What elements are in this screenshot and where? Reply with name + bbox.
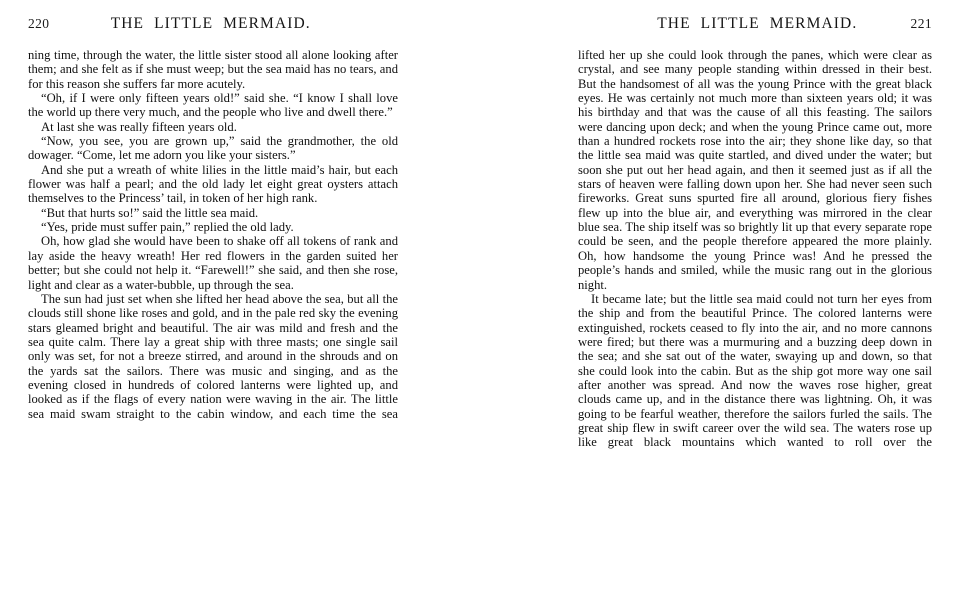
text-column-left bbox=[28, 48, 398, 421]
page-number-right: 221 bbox=[910, 16, 932, 31]
paragraph: It became late; but the little sea maid could not turn her eyes from the ship and from the beautiful Prince. The colored lanterns were extinguished, rockets ceased to fly into the air, and no more cannons were fired; but there was a murmuring and a buzzing deep down in the sea; and she sat out of the water, swaying up and down, so that she could look into the cabin. But as the ship got more way one sail after another was spread. And now the waves rose higher, great clouds came up, and in the distance there was lightning. Oh, it was going to be fearful weather, therefore the sailors furled the sails. The great ship flew in swift career over the wild sea. The waters rose up like great black mountains which wanted to roll over the bbox=[578, 291, 932, 450]
text-column-right bbox=[578, 48, 932, 450]
paragraph: And she put a wreath of white lilies in the little maid’s hair, but each flower was half a pearl; and the old lady let eight great oysters attach themselves to the Princess’ tail, in token of her high rank. bbox=[28, 162, 398, 206]
paragraph: At last she was really fifteen years old. bbox=[41, 119, 237, 134]
paragraph: The sun had just set when she lifted her head above the sea, but all the clouds still shone like roses and gold, and in the pale red sky the evening stars gleamed bright and beautiful. The air was mild and fresh and the sea quite calm. There lay a great ship with three masts; one single sail only was set, for not a breeze stirred, and around in the shrouds and on the yards sat the sailors. There was music and singing, and as the evening closed in hundreds of colored lanterns were lighted up, and looked as if the flags of every nation were waving in the air. The little sea maid swam straight to the cabin window, and each time the sea bbox=[28, 291, 398, 421]
paragraph: ning time, through the water, the little sister stood all alone looking after them; and she felt as if she must weep; but the sea maid has no tears, and for this reason she suffers far more acutely. bbox=[28, 48, 398, 91]
running-title-left: THE LITTLE MERMAID. bbox=[110, 15, 311, 32]
running-head-right bbox=[578, 14, 932, 34]
paragraph: “Now, you see, you are grown up,” said the grandmother, the old dowager. “Come, let me adorn you like your sisters.” bbox=[28, 134, 398, 163]
paragraph: Oh, how glad she would have been to shake off all tokens of rank and lay aside the heavy wreath! Her red flowers in the garden suited her better; but she could not help it. “Farewell!” she said, and then she rose, light and clear as a water-bubble, up through the sea. bbox=[28, 234, 398, 292]
paragraph: “Oh, if I were only fifteen years old!” said she. “I know I shall love the world up there very much, and the people who live and dwell there.” bbox=[28, 91, 398, 120]
paragraph: lifted her up she could look through the panes, which were clear as crystal, and see many people standing within dressed in their best. But the handsomest of all was the young Prince with the great black eyes. He was certainly not much more than sixteen years old; it was his birthday and that was the cause of all this feasting. The sailors were dancing upon deck; and when the young Prince came out, more than a hundred rockets rose into the air; they shone like day, so that the little sea maid was quite startled, and dived under the water; but soon she put out her head again, and then it seemed just as if all the stars of heaven were falling down upon her. She had never seen such fireworks. Great suns spurted fire all around, glorious fiery fishes flew up into the blue air, and everything was mirrored in the clear blue sea. The ship itself was so brightly lit up that every separate rope could be seen, and the people therefore appeared the more plainly. Oh, how handsome the young Prince was! And he pressed the people’s hands and smiled, while the music rang out in the glorious night. bbox=[578, 48, 932, 292]
running-title-right: THE LITTLE MERMAID. bbox=[657, 15, 858, 32]
running-head-left bbox=[28, 14, 398, 34]
page-number-left: 220 bbox=[28, 16, 50, 31]
paragraph: “But that hurts so!” said the little sea maid. bbox=[41, 205, 259, 220]
paragraph: “Yes, pride must suffer pain,” replied the old lady. bbox=[41, 220, 294, 235]
